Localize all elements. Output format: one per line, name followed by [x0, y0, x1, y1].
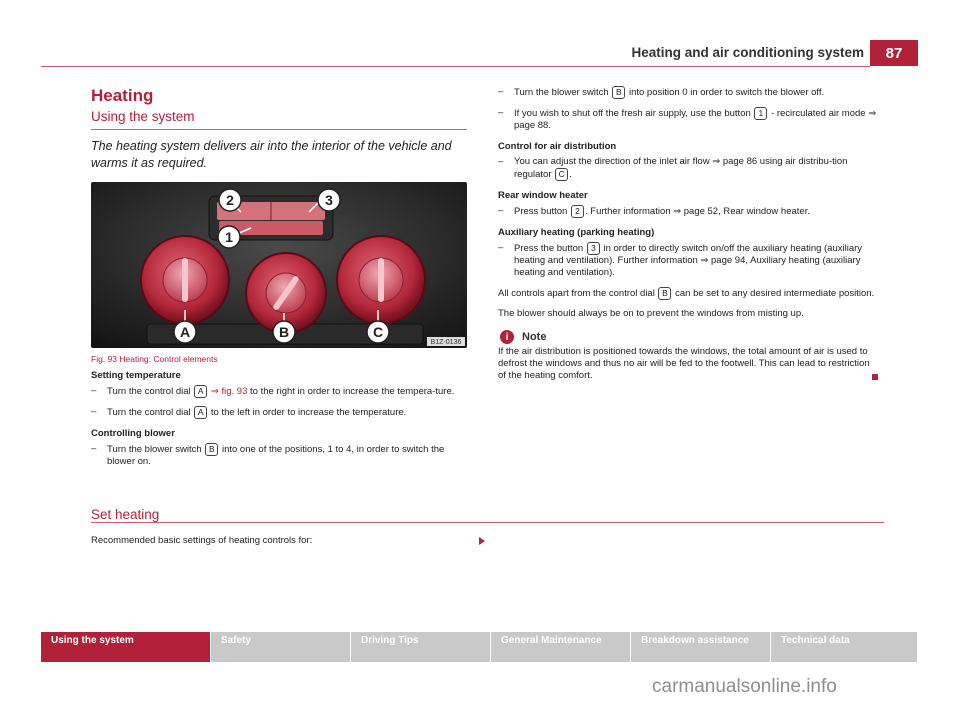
- callout-b: [273, 321, 295, 343]
- chapter-tabs: [41, 632, 918, 662]
- tab-using-the-system[interactable]: Using the system: [41, 632, 210, 662]
- tab-breakdown-assistance[interactable]: Breakdown assistance: [631, 632, 770, 662]
- callout-3: [318, 189, 340, 211]
- label-badge: 2: [571, 205, 584, 218]
- continue-arrow-icon: [479, 537, 485, 545]
- text: If you wish to shut off the fresh air supply, use the button: [514, 108, 751, 119]
- running-header-title: Heating and air conditioning system: [631, 45, 864, 60]
- callout-c-label: C: [372, 324, 384, 340]
- tab-general-maintenance[interactable]: General Maintenance: [491, 632, 630, 662]
- figure-caption: Fig. 93 Heating: Control elements: [91, 354, 218, 364]
- callout-1: [218, 226, 240, 248]
- figure-code: B1Z-0136: [430, 339, 462, 346]
- section-end-icon: [872, 374, 878, 380]
- set-heating-rule: [91, 522, 884, 523]
- blower-paragraph: The blower should always be on to prevent the windows from misting up.: [498, 308, 804, 319]
- set-heating-text: Recommended basic settings of heating controls for:: [91, 535, 313, 546]
- callout-c: [367, 321, 389, 343]
- list-item: – Turn the control dial A to the left in order to increase the temperature.: [91, 406, 407, 418]
- label-badge: 3: [587, 242, 600, 255]
- rear-window-heading: Rear window heater: [498, 190, 588, 201]
- text: - recirculated air mode ⇒ page 88.: [514, 108, 877, 131]
- list-item: – Press button 2 . Further information ⇒ page 52, Rear window heater.: [498, 205, 810, 217]
- section-title: Heating: [91, 86, 154, 105]
- text: in order to directly switch on/off the auxiliary heating (auxiliary heating and ventilation). Further information ⇒ page 94, Auxiliary heating (auxiliary heating and ventilation).: [514, 243, 863, 278]
- note-heading: [498, 330, 880, 344]
- list-item: – Turn the blower switch B into position 0 in order to switch the blower off.: [498, 86, 825, 98]
- label-badge: B: [612, 86, 625, 99]
- text: . Further information ⇒ page 52, Rear window heater.: [584, 206, 810, 217]
- callout-1-label: 1: [225, 229, 233, 245]
- text: into one of the positions, 1 to 4, in order to switch the blower on.: [107, 444, 445, 467]
- list-item: – Turn the control dial A ⇒ fig. 93 to the right in order to increase the tempera-ture.: [91, 385, 455, 397]
- figure-link[interactable]: ⇒ fig. 93: [210, 386, 248, 397]
- callout-2: [219, 189, 241, 211]
- label-badge: B: [658, 287, 671, 300]
- list-item: – Turn the blower switch B into one of the positions, 1 to 4, in order to switch the blower on.: [91, 443, 445, 467]
- note-text: [498, 346, 880, 382]
- text: You can adjust the direction of the inlet air flow ⇒ page 86 using air distribu-tion regulator: [514, 156, 848, 180]
- callout-2-label: 2: [226, 192, 234, 208]
- info-icon: i: [500, 330, 514, 344]
- subsection-title: Using the system: [91, 109, 467, 130]
- text: to the right in order to increase the tempera-ture.: [250, 386, 455, 397]
- callout-3-label: 3: [325, 192, 333, 208]
- right-column: [498, 86, 880, 382]
- controls-paragraph: [498, 287, 880, 300]
- list-item: – You can adjust the direction of the inlet air flow ⇒ page 86 using air distribu-tion regulator C .: [498, 156, 848, 180]
- text: Turn the blower switch: [107, 444, 202, 455]
- list-item: – Press the button 3 in order to directly switch on/off the auxiliary heating (auxiliary heating and ventilation). Further information ⇒ page 94, Auxiliary heating (auxiliary heating and ventilation).: [498, 242, 863, 278]
- text: Press the button: [514, 243, 584, 254]
- callout-a-label: A: [179, 324, 191, 340]
- intro-text: The heating system delivers air into the interior of the vehicle and warms it as required.: [91, 139, 452, 170]
- set-heating-title: Set heating: [91, 507, 160, 522]
- heating-controls-photo: [91, 182, 467, 348]
- text: into position 0 in order to switch the blower off.: [628, 87, 825, 98]
- text: can be set to any desired intermediate position.: [675, 288, 875, 299]
- label-badge: 1: [754, 107, 767, 120]
- tab-technical-data[interactable]: Technical data: [771, 632, 917, 662]
- text: If the air distribution is positioned towards the windows, the total amount of air is used to defrost the windows and thus no air will be fed to the footwell. This can lead to restriction of the heating comfort.: [498, 346, 870, 381]
- text: Turn the control dial: [107, 386, 191, 397]
- text: to the left in order to increase the temperature.: [210, 407, 407, 418]
- label-badge: A: [194, 385, 207, 398]
- callout-b-label: B: [278, 324, 290, 340]
- label-badge: B: [205, 443, 218, 456]
- tab-safety[interactable]: Safety: [211, 632, 350, 662]
- callout-a: [174, 321, 196, 343]
- left-column: [91, 86, 467, 468]
- air-distribution-heading: Control for air distribution: [498, 141, 617, 152]
- page-number: 87: [870, 40, 918, 66]
- text: .: [569, 169, 572, 180]
- list-item: – If you wish to shut off the fresh air supply, use the button 1 - recirculated air mode ⇒ page 88.: [498, 107, 877, 131]
- note-title: Note: [522, 331, 547, 343]
- label-badge: A: [194, 406, 207, 419]
- controlling-blower-heading: Controlling blower: [91, 428, 175, 439]
- setting-temperature-heading: Setting temperature: [91, 370, 181, 381]
- text: Turn the blower switch: [514, 87, 609, 98]
- text: Turn the control dial: [107, 407, 191, 418]
- text: Press button: [514, 206, 568, 217]
- watermark: carmanualsonline.info: [652, 676, 837, 697]
- tab-driving-tips[interactable]: Driving Tips: [351, 632, 490, 662]
- aux-heating-heading: Auxiliary heating (parking heating): [498, 227, 655, 238]
- text: All controls apart from the control dial: [498, 288, 655, 299]
- heating-controls-figure: [91, 182, 467, 348]
- label-badge: C: [555, 168, 568, 181]
- header-rule: [41, 66, 870, 67]
